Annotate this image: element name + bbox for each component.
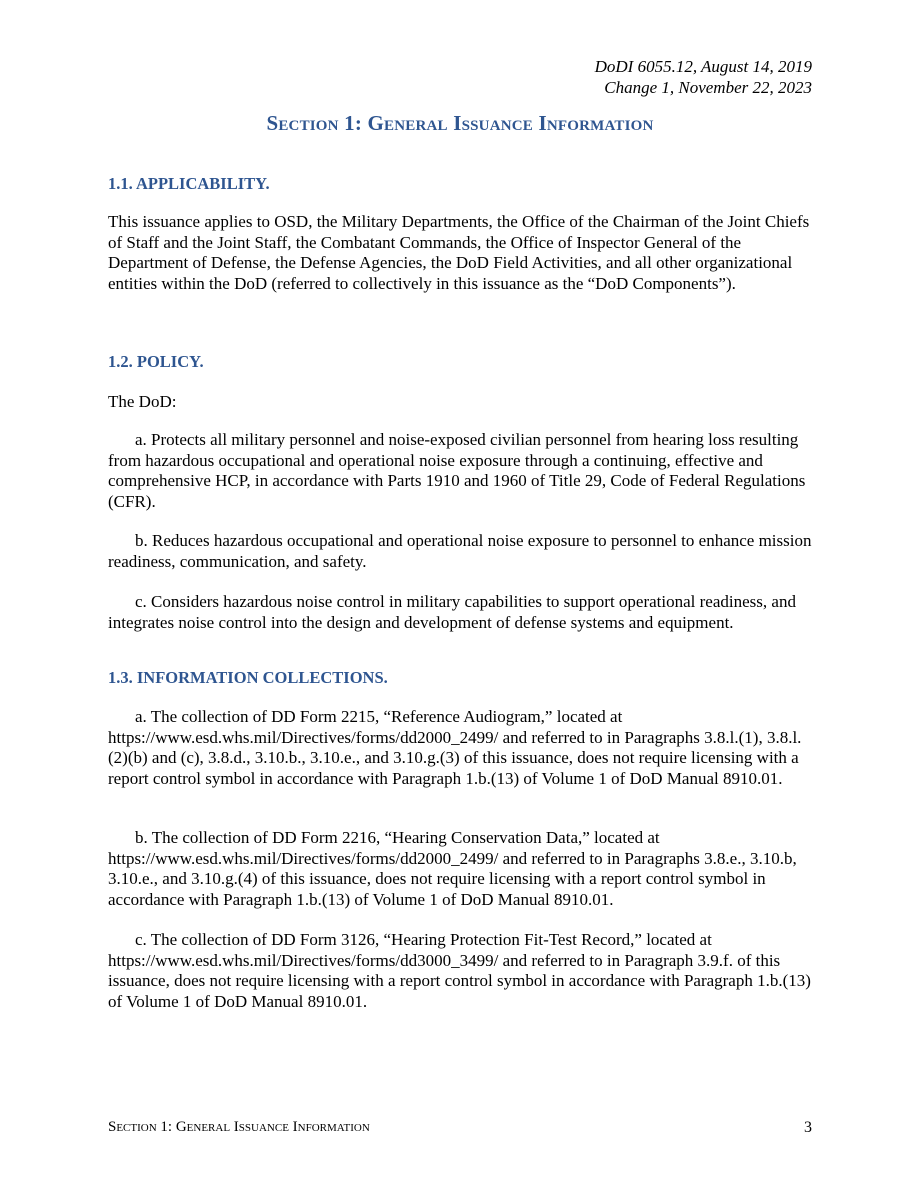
section-title: Section 1: General Issuance Information bbox=[266, 111, 654, 135]
heading-applicability: 1.1. APPLICABILITY. bbox=[108, 174, 270, 193]
policy-item-b: b. Reduces hazardous occupational and operational noise exposure to personnel to enhance mission readiness, communication, and safety. bbox=[108, 531, 812, 571]
header-change: Change 1, November 22, 2023 bbox=[604, 78, 812, 97]
footer-page-number: 3 bbox=[804, 1119, 812, 1136]
header-doc-id: DoDI 6055.12, August 14, 2019 bbox=[594, 57, 812, 76]
heading-information-collections: 1.3. INFORMATION COLLECTIONS. bbox=[108, 668, 388, 687]
footer-section-label: Section 1: General Issuance Information bbox=[108, 1119, 370, 1135]
applicability-text: This issuance applies to OSD, the Military Departments, the Office of the Chairman of the Joint Chiefs of Staff and the Joint Staff, the Combatant Commands, the Office of Inspector General of the Department of Defense, the Defense Agencies, the DoD Field Activities, and all other organizational entities within the DoD (referred to collectively in this issuance as the “DoD Components”). bbox=[108, 212, 810, 293]
collections-item-a: a. The collection of DD Form 2215, “Reference Audiogram,” located at https://www.esd.whs.mil/Directives/forms/dd2000_2499/ and referred to in Paragraphs 3.8.l.(1), 3.8.l.(2)(b) and (c), 3.8.d., 3.10.b., 3.10.e., and 3.10.g.(3) of this issuance, does not require licensing with a report control symbol in accordance with Paragraph 1.b.(13) of Volume 1 of DoD Manual 8910.01. bbox=[108, 707, 802, 788]
policy-item-a: a. Protects all military personnel and noise-exposed civilian personnel from hearing loss resulting from hazardous occupational and operational noise exposure through a continuing, effective and comprehensive HCP, in accordance with Parts 1910 and 1960 of Title 29, Code of Federal Regulations (CFR). bbox=[108, 430, 806, 511]
heading-policy: 1.2. POLICY. bbox=[108, 352, 204, 371]
policy-item-c: c. Considers hazardous noise control in military capabilities to support operational readiness, and integrates noise control into the design and development of defense systems and equipment. bbox=[108, 592, 796, 632]
policy-intro: The DoD: bbox=[108, 392, 177, 411]
collections-item-c: c. The collection of DD Form 3126, “Hearing Protection Fit-Test Record,” located at https://www.esd.whs.mil/Directives/forms/dd3000_3499/ and referred to in Paragraph 3.9.f. of this issuance, does not require licensing with a report control symbol in accordance with Paragraph 1.b.(13) of Volume 1 of DoD Manual 8910.01. bbox=[108, 930, 811, 1011]
document-header bbox=[595, 56, 812, 98]
collections-item-b: b. The collection of DD Form 2216, “Hearing Conservation Data,” located at https://www.esd.whs.mil/Directives/forms/dd2000_2499/ and referred to in Paragraphs 3.8.e., 3.10.b, 3.10.e., and 3.10.g.(4) of this issuance, does not require licensing with a report control symbol in accordance with Paragraph 1.b.(13) of Volume 1 of DoD Manual 8910.01. bbox=[108, 828, 797, 909]
